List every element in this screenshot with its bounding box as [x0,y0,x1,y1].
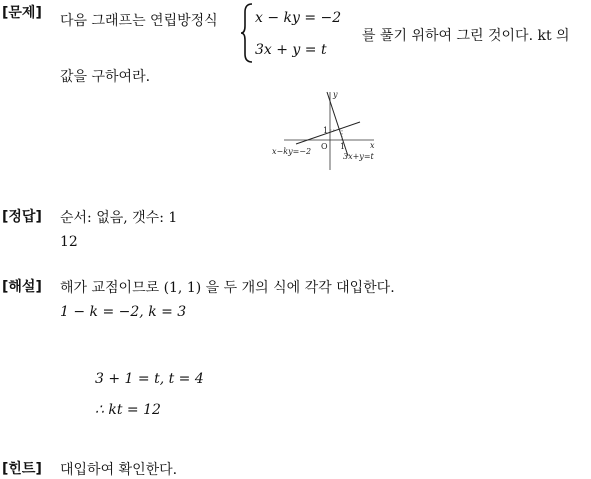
problem-text-before: 다음 그래프는 연립방정식 [60,13,218,29]
answer-meta: 순서: 없음, 갯수: 1 [60,210,178,226]
line2-label: 3x+y=t [343,152,374,161]
problem-text-line2: 값을 구하여라. [60,69,151,85]
problem-text-after: 를 풀기 위하여 그린 것이다. kt 의 [362,28,570,44]
graph-figure [270,88,382,172]
y-axis-label: y [333,90,338,99]
explanation-line4: ∴ kt = 12 [95,402,161,418]
explanation-line2: 1 − k = −2, k = 3 [60,304,187,320]
line1-label: x−ky=−2 [272,147,312,156]
answer-label: [정답] [2,209,42,225]
equation-1: x − ky = −2 [255,10,342,26]
problem-label: [문제] [2,5,42,21]
x-axis-label: x [370,141,375,150]
explanation-line1: 해가 교점이므로 (1, 1) 을 두 개의 식에 각각 대입한다. [60,280,395,296]
origin-label: O [321,142,328,151]
equation-2: 3x + y = t [255,42,327,58]
hint-text: 대입하여 확인한다. [60,462,178,478]
explanation-line3: 3 + 1 = t, t = 4 [95,371,204,387]
answer-value: 12 [60,234,78,250]
tick-x-label: 1 [340,142,346,151]
hint-label: [힌트] [2,461,42,477]
explanation-label: [해설] [2,279,42,295]
tick-y-label: 1 [323,126,329,135]
system-brace [240,2,254,64]
